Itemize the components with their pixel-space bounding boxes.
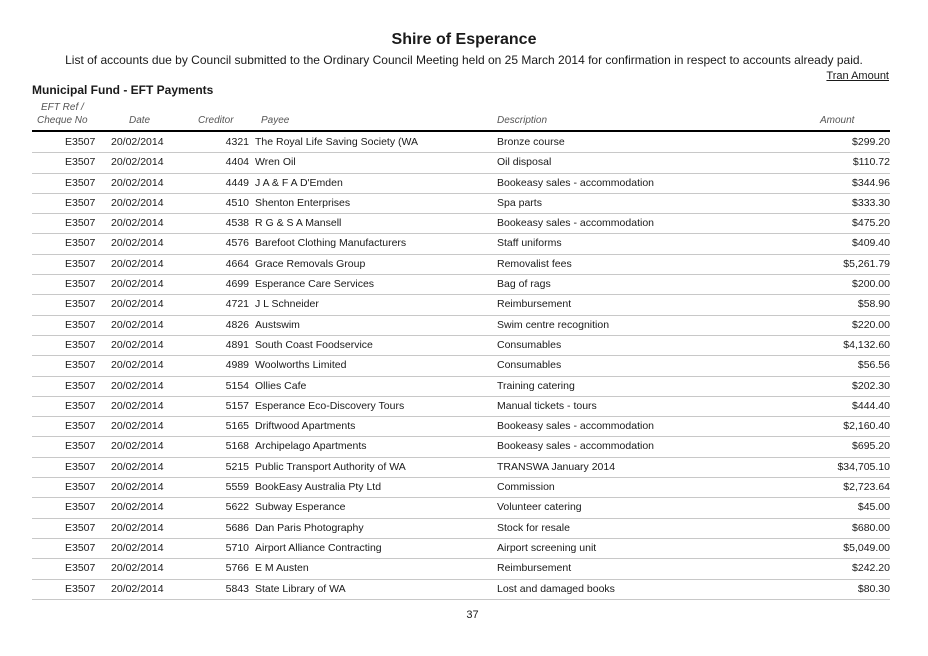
cell-date: 20/02/2014: [111, 420, 164, 433]
cell-creditor: 5157: [225, 399, 249, 412]
column-header-date: Date: [129, 115, 151, 126]
table-row: [32, 437, 890, 457]
cell-amount: $2,723.64: [843, 481, 890, 494]
cell-description: Stock for resale: [497, 521, 570, 534]
table-row: [32, 153, 890, 173]
cell-description: Consumables: [497, 359, 562, 372]
cell-amount: $56.56: [857, 359, 890, 372]
cell-payee: J A & F A D'Emden: [255, 176, 343, 189]
cell-amount: $202.30: [852, 379, 890, 392]
cell-creditor: 4699: [225, 278, 249, 291]
table-row: [32, 295, 890, 315]
cell-amount: $2,160.40: [843, 420, 890, 433]
cell-payee: Wren Oil: [255, 156, 296, 169]
table-row: [32, 356, 890, 376]
table-row: [32, 255, 890, 275]
cell-ref: E3507: [65, 156, 96, 169]
cell-date: 20/02/2014: [111, 298, 164, 311]
cell-date: 20/02/2014: [111, 481, 164, 494]
cell-date: 20/02/2014: [111, 460, 164, 473]
cell-description: Bookeasy sales - accommodation: [497, 420, 654, 433]
table-row: [32, 458, 890, 478]
cell-date: 20/02/2014: [111, 156, 164, 169]
cell-description: Oil disposal: [497, 156, 552, 169]
cell-payee: Grace Removals Group: [255, 257, 366, 270]
cell-amount: $344.96: [852, 176, 890, 189]
cell-ref: E3507: [65, 217, 96, 230]
cell-payee: Dan Paris Photography: [255, 521, 364, 534]
table-row: [32, 214, 890, 234]
cell-creditor: 5710: [225, 541, 249, 554]
cell-amount: $220.00: [852, 318, 890, 331]
cell-creditor: 5766: [225, 562, 249, 575]
cell-payee: Austswim: [255, 318, 300, 331]
table-row: [32, 377, 890, 397]
cell-creditor: 4404: [225, 156, 249, 169]
cell-amount: $5,261.79: [843, 257, 890, 270]
cell-amount: $475.20: [852, 217, 890, 230]
cell-date: 20/02/2014: [111, 217, 164, 230]
table-row: [32, 133, 890, 153]
cell-date: 20/02/2014: [111, 379, 164, 392]
document-title: Shire of Esperance: [391, 31, 537, 48]
cell-amount: $110.72: [852, 156, 890, 169]
cell-payee: Archipelago Apartments: [255, 440, 367, 453]
cell-payee: R G & S A Mansell: [255, 217, 342, 230]
table-row: [32, 478, 890, 498]
cell-payee: E M Austen: [255, 562, 309, 575]
cell-date: 20/02/2014: [111, 278, 164, 291]
cell-creditor: 4449: [225, 176, 249, 189]
cell-amount: $34,705.10: [837, 460, 890, 473]
cell-payee: Barefoot Clothing Manufacturers: [255, 237, 407, 250]
cell-date: 20/02/2014: [111, 521, 164, 534]
cell-date: 20/02/2014: [111, 318, 164, 331]
cell-ref: E3507: [65, 481, 96, 494]
cell-payee: Airport Alliance Contracting: [255, 541, 382, 554]
cell-creditor: 5686: [225, 521, 249, 534]
cell-ref: E3507: [65, 298, 96, 311]
cell-description: Bookeasy sales - accommodation: [497, 176, 654, 189]
cell-description: Swim centre recognition: [497, 318, 610, 331]
table-row: [32, 580, 890, 600]
table-row: [32, 539, 890, 559]
table-row: [32, 336, 890, 356]
cell-payee: Subway Esperance: [255, 501, 346, 514]
cell-ref: E3507: [65, 521, 96, 534]
cell-creditor: 4576: [225, 237, 249, 250]
cell-payee: Driftwood Apartments: [255, 420, 356, 433]
cell-description: Consumables: [497, 338, 562, 351]
cell-description: Training catering: [497, 379, 575, 392]
cell-amount: $695.20: [852, 440, 890, 453]
column-header-creditor: Creditor: [198, 115, 234, 126]
cell-payee: State Library of WA: [255, 582, 346, 595]
cell-creditor: 4989: [225, 359, 249, 372]
cell-ref: E3507: [65, 379, 96, 392]
cell-creditor: 5215: [225, 460, 249, 473]
cell-creditor: 4538: [225, 217, 249, 230]
cell-description: Commission: [497, 481, 555, 494]
cell-ref: E3507: [65, 338, 96, 351]
cell-description: Airport screening unit: [497, 541, 597, 554]
payments-table: [32, 133, 890, 600]
cell-amount: $242.20: [852, 562, 890, 575]
cell-date: 20/02/2014: [111, 176, 164, 189]
cell-payee: Woolworths Limited: [255, 359, 347, 372]
cell-ref: E3507: [65, 176, 96, 189]
page-number: 37: [466, 609, 479, 621]
cell-ref: E3507: [65, 278, 96, 291]
tran-amount-label: Tran Amount: [826, 70, 889, 82]
cell-payee: The Royal Life Saving Society (WA: [255, 136, 419, 148]
cell-creditor: 4721: [225, 298, 249, 311]
cell-amount: $4,132.60: [843, 338, 890, 351]
cell-description: Staff uniforms: [497, 237, 562, 250]
cell-ref: E3507: [65, 562, 96, 575]
cell-creditor: 4826: [225, 318, 249, 331]
cell-description: Bronze course: [497, 136, 565, 148]
table-row: [32, 234, 890, 254]
cell-description: Bag of rags: [497, 278, 551, 291]
cell-description: Removalist fees: [497, 257, 572, 270]
cell-amount: $444.40: [852, 399, 890, 412]
cell-creditor: 5154: [225, 379, 249, 392]
cell-amount: $409.40: [852, 237, 890, 250]
cell-creditor: 4321: [225, 136, 249, 148]
column-header-ref-line2: Cheque No: [37, 115, 88, 126]
cell-amount: $80.30: [857, 582, 890, 595]
column-header-amount: Amount: [820, 115, 855, 126]
cell-description: TRANSWA January 2014: [497, 460, 616, 473]
cell-date: 20/02/2014: [111, 541, 164, 554]
cell-amount: $5,049.00: [843, 541, 890, 554]
table-row: [32, 519, 890, 539]
cell-payee: Ollies Cafe: [255, 379, 307, 392]
cell-date: 20/02/2014: [111, 440, 164, 453]
cell-amount: $680.00: [852, 521, 890, 534]
table-row: [32, 498, 890, 518]
cell-ref: E3507: [65, 440, 96, 453]
cell-ref: E3507: [65, 460, 96, 473]
cell-ref: E3507: [65, 136, 96, 148]
cell-ref: E3507: [65, 359, 96, 372]
cell-description: Spa parts: [497, 196, 542, 209]
cell-payee: South Coast Foodservice: [255, 338, 373, 351]
cell-ref: E3507: [65, 399, 96, 412]
cell-date: 20/02/2014: [111, 562, 164, 575]
cell-description: Lost and damaged books: [497, 582, 615, 595]
cell-ref: E3507: [65, 237, 96, 250]
cell-payee: J L Schneider: [255, 298, 319, 311]
cell-amount: $45.00: [857, 501, 890, 514]
cell-amount: $333.30: [852, 196, 890, 209]
header-rule: [32, 130, 890, 132]
fund-section-title: Municipal Fund - EFT Payments: [32, 83, 214, 97]
cell-date: 20/02/2014: [111, 257, 164, 270]
column-header-payee: Payee: [261, 115, 290, 126]
cell-description: Manual tickets - tours: [497, 399, 597, 412]
cell-amount: $299.20: [852, 136, 890, 148]
cell-ref: E3507: [65, 501, 96, 514]
cell-description: Volunteer catering: [497, 501, 582, 514]
cell-date: 20/02/2014: [111, 196, 164, 209]
cell-ref: E3507: [65, 541, 96, 554]
table-row: [32, 275, 890, 295]
cell-creditor: 5559: [225, 481, 249, 494]
table-row: [32, 559, 890, 579]
cell-ref: E3507: [65, 318, 96, 331]
table-row: [32, 194, 890, 214]
cell-ref: E3507: [65, 420, 96, 433]
cell-creditor: 4664: [225, 257, 249, 270]
table-row: [32, 174, 890, 194]
cell-ref: E3507: [65, 196, 96, 209]
cell-date: 20/02/2014: [111, 399, 164, 412]
cell-date: 20/02/2014: [111, 237, 164, 250]
cell-description: Reimbursement: [497, 562, 572, 575]
table-row: [32, 316, 890, 336]
cell-creditor: 5843: [225, 582, 249, 595]
cell-payee: Public Transport Authority of WA: [255, 460, 406, 473]
cell-date: 20/02/2014: [111, 582, 164, 595]
cell-date: 20/02/2014: [111, 359, 164, 372]
cell-description: Bookeasy sales - accommodation: [497, 440, 654, 453]
cell-creditor: 5622: [225, 501, 249, 514]
table-row: [32, 417, 890, 437]
cell-creditor: 4891: [225, 338, 249, 351]
document-subtitle: List of accounts due by Council submitted to the Ordinary Council Meeting held on 25 March 2014 for confirmation in respect to accounts already paid.: [65, 53, 863, 67]
column-header-ref-line1: EFT Ref /: [41, 102, 84, 113]
column-header-description: Description: [497, 115, 548, 126]
cell-date: 20/02/2014: [111, 136, 164, 148]
cell-amount: $58.90: [857, 298, 890, 311]
cell-ref: E3507: [65, 582, 96, 595]
cell-creditor: 5168: [225, 440, 249, 453]
cell-description: Reimbursement: [497, 298, 572, 311]
cell-description: Bookeasy sales - accommodation: [497, 217, 654, 230]
cell-ref: E3507: [65, 257, 96, 270]
cell-date: 20/02/2014: [111, 338, 164, 351]
table-row: [32, 397, 890, 417]
cell-payee: Esperance Care Services: [255, 278, 375, 291]
cell-creditor: 5165: [225, 420, 249, 433]
cell-creditor: 4510: [225, 196, 249, 209]
cell-amount: $200.00: [852, 278, 890, 291]
cell-payee: BookEasy Australia Pty Ltd: [255, 481, 382, 494]
cell-date: 20/02/2014: [111, 501, 164, 514]
cell-payee: Shenton Enterprises: [255, 196, 351, 209]
cell-payee: Esperance Eco-Discovery Tours: [255, 399, 405, 412]
